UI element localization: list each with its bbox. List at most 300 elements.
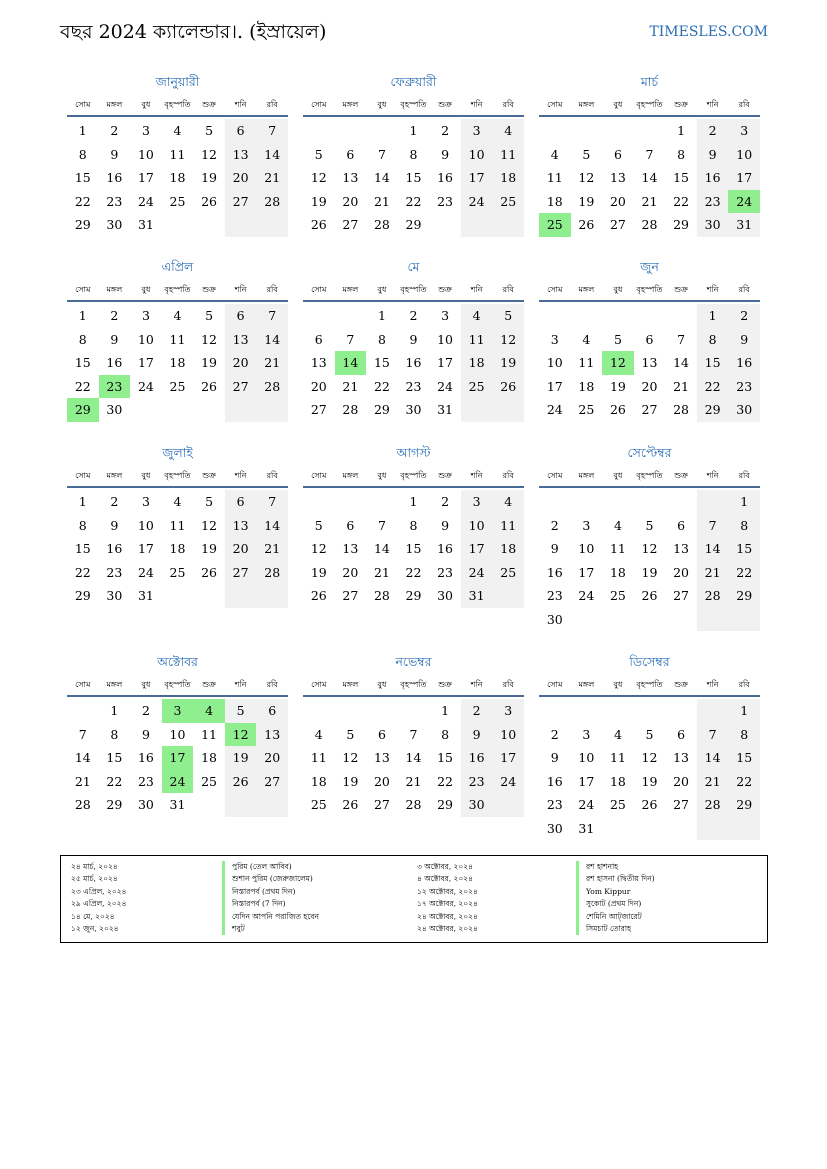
day-cell: 6: [645, 331, 654, 347]
day-cell: 13: [673, 750, 690, 765]
month-title: নভেম্বর: [395, 654, 432, 669]
day-cell: 14: [256, 143, 288, 167]
day-cell: 18: [578, 378, 595, 394]
holiday-name: পুরিম (তেল আবিব): [222, 861, 319, 873]
day-cell: 18: [169, 355, 186, 370]
day-cell: 22: [405, 193, 422, 209]
weekday-header: [303, 282, 524, 302]
weekday-label: শুক্র: [438, 100, 452, 109]
weekday-label: শনি: [706, 100, 719, 109]
weekday-label: শুক্র: [674, 680, 688, 689]
day-cell: 19: [310, 564, 327, 580]
day-cell: 1: [78, 308, 87, 323]
day-cell: 30: [546, 820, 563, 836]
day-cell: 5: [205, 308, 214, 323]
weekday-label: সোম: [311, 471, 327, 480]
day-cell: 1: [409, 494, 418, 509]
empty-cell: [225, 213, 257, 237]
empty-cell: [193, 793, 225, 817]
day-cell: 14: [697, 537, 729, 561]
weekday-label: মঙ্গল: [342, 285, 359, 294]
day-cell: 22: [673, 193, 690, 209]
day-cell: 13: [256, 723, 288, 747]
empty-cell: [225, 398, 257, 422]
days-grid: [539, 119, 760, 237]
day-cell: 13: [225, 328, 257, 352]
day-cell: 10: [578, 541, 595, 556]
empty-cell: [193, 213, 225, 237]
day-cell: 14: [697, 746, 729, 770]
day-cell: 25: [609, 588, 626, 603]
weekday-label: মঙ্গল: [578, 285, 595, 294]
weekday-label: রবি: [502, 100, 514, 109]
holiday-name: রশ হাসনা (দ্বিতীয় দিন): [576, 873, 655, 885]
day-cell: 11: [492, 514, 524, 538]
empty-cell: [539, 304, 571, 328]
day-cell: 12: [578, 170, 595, 185]
day-cell: 15: [697, 351, 729, 375]
day-cell: 25: [310, 797, 327, 812]
empty-cell: [256, 793, 288, 817]
weekday-label: বৃহস্পতি: [400, 680, 427, 689]
day-cell: 4: [461, 304, 493, 328]
day-cell: 9: [409, 331, 418, 347]
empty-cell: [571, 608, 603, 632]
day-cell: 15: [74, 541, 91, 556]
day-cell: 31: [461, 584, 493, 608]
weekday-label: বুধ: [377, 100, 387, 109]
holiday-name: নিস্তারপর্ব (প্রথম দিন): [222, 886, 319, 898]
empty-cell: [634, 119, 666, 143]
day-cell: 9: [441, 517, 450, 533]
day-cell: 28: [697, 584, 729, 608]
day-cell: 11: [310, 750, 327, 765]
weekday-label: বুধ: [377, 471, 387, 480]
day-cell: 1: [409, 123, 418, 138]
day-cell: 4: [492, 119, 524, 143]
month-12: [539, 653, 760, 840]
day-cell: 12: [310, 541, 327, 556]
day-cell: 17: [578, 564, 595, 580]
day-cell: 25: [539, 213, 571, 237]
day-cell: 18: [492, 537, 524, 561]
day-cell: 22: [106, 773, 123, 789]
site-link[interactable]: TIMESLES.COM: [649, 24, 768, 40]
day-cell: 20: [609, 193, 626, 209]
day-cell: 28: [641, 217, 658, 232]
day-cell: 16: [137, 750, 154, 765]
day-cell: 26: [201, 193, 218, 209]
day-cell: 6: [613, 146, 622, 162]
empty-cell: [665, 304, 697, 328]
day-cell: 29: [437, 797, 454, 812]
day-cell: 8: [78, 517, 87, 533]
day-cell: 9: [110, 146, 119, 162]
holiday-dates-right: [417, 861, 478, 935]
day-cell: 8: [78, 146, 87, 162]
holiday-date: ৩ অক্টোবর, ২০২৪: [417, 862, 474, 871]
day-cell: 19: [225, 746, 257, 770]
empty-cell: [461, 213, 493, 237]
day-cell: 1: [728, 490, 760, 514]
day-cell: 30: [728, 398, 760, 422]
empty-cell: [539, 119, 571, 143]
day-cell: 30: [461, 793, 493, 817]
day-cell: 9: [141, 726, 150, 742]
day-cell: 4: [582, 331, 591, 347]
holiday-name: যেদিন আপনি পরাজিত হবেন: [222, 911, 319, 923]
day-cell: 23: [546, 797, 563, 812]
empty-cell: [303, 699, 335, 723]
weekday-label: বুধ: [613, 285, 623, 294]
holiday-name: শুশান পুরিম (জেরুজালেম): [222, 873, 319, 885]
day-cell: 12: [342, 750, 359, 765]
day-cell: 2: [441, 494, 450, 509]
day-cell: 11: [609, 541, 626, 556]
empty-cell: [728, 608, 760, 632]
holiday-names-left: [222, 861, 319, 935]
day-cell: 6: [225, 119, 257, 143]
weekday-label: শুক্র: [202, 285, 216, 294]
day-cell: 27: [225, 190, 257, 214]
day-cell: 12: [201, 146, 218, 162]
day-cell: 5: [645, 726, 654, 742]
day-cell: 11: [546, 170, 563, 185]
month-10: [67, 653, 288, 817]
empty-cell: [256, 213, 288, 237]
day-cell: 12: [492, 328, 524, 352]
day-cell: 22: [728, 770, 760, 794]
days-grid: [303, 490, 524, 608]
empty-cell: [697, 490, 729, 514]
weekday-label: মঙ্গল: [578, 471, 595, 480]
day-cell: 21: [256, 537, 288, 561]
day-cell: 21: [697, 561, 729, 585]
month-title: আগস্ট: [396, 445, 431, 460]
day-cell: 30: [106, 588, 123, 603]
weekday-label: বুধ: [141, 471, 151, 480]
month-8: [303, 444, 524, 608]
day-cell: 25: [169, 564, 186, 580]
day-cell: 7: [346, 331, 355, 347]
day-cell: 23: [437, 564, 454, 580]
day-cell: 21: [405, 773, 422, 789]
empty-cell: [492, 398, 524, 422]
weekday-label: সোম: [75, 680, 91, 689]
day-cell: 8: [110, 726, 119, 742]
day-cell: 10: [169, 726, 186, 742]
weekday-label: শনি: [234, 471, 247, 480]
day-cell: 2: [697, 119, 729, 143]
empty-cell: [335, 490, 367, 514]
day-cell: 29: [405, 588, 422, 603]
days-grid: [67, 304, 288, 422]
day-cell: 24: [728, 190, 760, 214]
day-cell: 29: [74, 217, 91, 232]
day-cell: 28: [256, 190, 288, 214]
day-cell: 25: [492, 561, 524, 585]
day-cell: 4: [173, 123, 182, 138]
day-cell: 22: [373, 378, 390, 394]
weekday-label: রবি: [266, 471, 278, 480]
day-cell: 21: [74, 773, 91, 789]
day-cell: 20: [310, 378, 327, 394]
day-cell: 7: [78, 726, 87, 742]
day-cell: 2: [461, 699, 493, 723]
holiday-date: ২৪ অক্টোবর, ২০২৪: [417, 911, 478, 921]
holiday-name: Yom Kippur: [576, 886, 655, 898]
day-cell: 28: [256, 561, 288, 585]
empty-cell: [665, 490, 697, 514]
day-cell: 23: [728, 375, 760, 399]
day-cell: 4: [193, 699, 225, 723]
empty-cell: [335, 119, 367, 143]
month-title: জানুয়ারী: [155, 74, 200, 89]
weekday-label: মঙ্গল: [106, 471, 123, 480]
weekday-label: বৃহস্পতি: [636, 100, 663, 109]
day-cell: 16: [697, 166, 729, 190]
day-cell: 7: [377, 146, 386, 162]
empty-cell: [225, 584, 257, 608]
day-cell: 18: [310, 773, 327, 789]
day-cell: 9: [110, 517, 119, 533]
day-cell: 24: [137, 378, 154, 394]
day-cell: 19: [342, 773, 359, 789]
day-cell: 27: [609, 217, 626, 232]
day-cell: 10: [728, 143, 760, 167]
empty-cell: [303, 119, 335, 143]
day-cell: 29: [728, 793, 760, 817]
weekday-label: রবি: [502, 471, 514, 480]
holiday-date: ৪ অক্টোবর, ২০২৪: [417, 874, 474, 884]
day-cell: 2: [409, 308, 418, 323]
weekday-label: বৃহস্পতি: [400, 471, 427, 480]
day-cell: 7: [256, 304, 288, 328]
weekday-label: রবি: [738, 680, 750, 689]
day-cell: 8: [697, 328, 729, 352]
empty-cell: [571, 119, 603, 143]
day-cell: 25: [492, 190, 524, 214]
day-cell: 7: [697, 514, 729, 538]
day-cell: 30: [405, 402, 422, 417]
weekday-label: শুক্র: [438, 285, 452, 294]
day-cell: 20: [673, 773, 690, 789]
empty-cell: [193, 584, 225, 608]
day-cell: 31: [137, 217, 154, 232]
day-cell: 27: [342, 588, 359, 603]
weekday-label: বৃহস্পতি: [636, 471, 663, 480]
holiday-date: ২৯ এপ্রিল, ২০২৪: [71, 899, 127, 909]
month-title: অক্টোবর: [157, 654, 198, 669]
weekday-label: শনি: [706, 471, 719, 480]
empty-cell: [602, 490, 634, 514]
weekday-label: শুক্র: [202, 100, 216, 109]
day-cell: 24: [461, 190, 493, 214]
day-cell: 27: [225, 561, 257, 585]
day-cell: 3: [728, 119, 760, 143]
month-11: [303, 653, 524, 817]
day-cell: 27: [256, 770, 288, 794]
day-cell: 1: [441, 703, 450, 718]
empty-cell: [492, 793, 524, 817]
month-6: [539, 258, 760, 422]
day-cell: 30: [137, 797, 154, 812]
day-cell: 1: [697, 304, 729, 328]
weekday-label: শনি: [706, 680, 719, 689]
weekday-label: শুক্র: [674, 100, 688, 109]
day-cell: 23: [461, 770, 493, 794]
day-cell: 5: [225, 699, 257, 723]
empty-cell: [366, 119, 398, 143]
month-4: [67, 258, 288, 422]
weekday-label: সোম: [547, 471, 563, 480]
day-cell: 29: [106, 797, 123, 812]
holiday-dates-left: [71, 861, 126, 935]
day-cell: 5: [314, 517, 323, 533]
day-cell: 5: [205, 494, 214, 509]
day-cell: 11: [201, 726, 218, 742]
day-cell: 14: [74, 750, 91, 765]
day-cell: 11: [492, 143, 524, 167]
weekday-label: বুধ: [613, 100, 623, 109]
day-cell: 21: [256, 166, 288, 190]
day-cell: 15: [74, 170, 91, 185]
day-cell: 16: [728, 351, 760, 375]
month-title: সেপ্টেম্বর: [627, 445, 672, 460]
day-cell: 16: [106, 355, 123, 370]
day-cell: 26: [342, 797, 359, 812]
day-cell: 8: [78, 331, 87, 347]
day-cell: 10: [137, 146, 154, 162]
day-cell: 11: [169, 517, 186, 533]
weekday-label: বুধ: [377, 680, 387, 689]
holiday-name: শেমিনি আট্‌জারেট: [576, 911, 655, 923]
day-cell: 14: [373, 170, 390, 185]
day-cell: 8: [677, 146, 686, 162]
day-cell: 3: [461, 490, 493, 514]
day-cell: 15: [437, 750, 454, 765]
weekday-label: রবি: [738, 471, 750, 480]
day-cell: 7: [697, 723, 729, 747]
day-cell: 18: [169, 541, 186, 556]
day-cell: 14: [256, 514, 288, 538]
empty-cell: [634, 490, 666, 514]
day-cell: 23: [137, 773, 154, 789]
weekday-label: সোম: [311, 680, 327, 689]
weekday-label: বুধ: [377, 285, 387, 294]
day-cell: 6: [314, 331, 323, 347]
day-cell: 24: [578, 588, 595, 603]
empty-cell: [697, 817, 729, 841]
day-cell: 15: [728, 537, 760, 561]
days-grid: [67, 699, 288, 817]
day-cell: 17: [461, 537, 493, 561]
empty-cell: [571, 304, 603, 328]
weekday-label: সোম: [547, 100, 563, 109]
day-cell: 20: [225, 166, 257, 190]
weekday-label: শুক্র: [674, 285, 688, 294]
day-cell: 14: [256, 328, 288, 352]
day-cell: 5: [582, 146, 591, 162]
weekday-header: [67, 677, 288, 697]
day-cell: 28: [373, 588, 390, 603]
day-cell: 1: [677, 123, 686, 138]
day-cell: 12: [201, 517, 218, 533]
day-cell: 31: [578, 820, 595, 836]
holiday-name: সুকোট (প্রথম দিন): [576, 898, 655, 910]
weekday-header: [303, 677, 524, 697]
day-cell: 6: [225, 490, 257, 514]
day-cell: 2: [441, 123, 450, 138]
day-cell: 23: [405, 378, 422, 394]
weekday-header: [303, 97, 524, 117]
day-cell: 16: [546, 773, 563, 789]
day-cell: 26: [310, 217, 327, 232]
day-cell: 16: [437, 541, 454, 556]
weekday-label: শুক্র: [202, 471, 216, 480]
weekday-label: শনি: [470, 285, 483, 294]
day-cell: 29: [673, 217, 690, 232]
day-cell: 10: [437, 331, 454, 347]
month-title: ফেব্রুয়ারী: [390, 74, 437, 89]
day-cell: 11: [169, 146, 186, 162]
month-title: জুন: [640, 259, 659, 274]
day-cell: 2: [110, 123, 119, 138]
weekday-label: মঙ্গল: [342, 680, 359, 689]
month-title: এপ্রিল: [161, 259, 194, 274]
weekday-header: [539, 677, 760, 697]
page-title: বছর 2024 ক্যালেন্ডার।. (ইস্রায়েল): [60, 21, 327, 43]
empty-cell: [665, 608, 697, 632]
day-cell: 1: [78, 494, 87, 509]
day-cell: 1: [728, 699, 760, 723]
empty-cell: [697, 699, 729, 723]
weekday-header: [539, 282, 760, 302]
weekday-label: রবি: [502, 680, 514, 689]
day-cell: 5: [205, 123, 214, 138]
day-cell: 21: [697, 770, 729, 794]
day-cell: 26: [201, 378, 218, 394]
days-grid: [539, 304, 760, 422]
month-7: [67, 444, 288, 608]
day-cell: 19: [609, 378, 626, 394]
day-cell: 16: [106, 170, 123, 185]
day-cell: 18: [609, 773, 626, 789]
weekday-header: [539, 97, 760, 117]
weekday-label: সোম: [75, 285, 91, 294]
weekday-label: মঙ্গল: [342, 471, 359, 480]
day-cell: 23: [106, 564, 123, 580]
weekday-header: [67, 468, 288, 488]
holiday-date: ১২ জুন, ২০২৪: [71, 924, 119, 934]
month-3: [539, 73, 760, 237]
day-cell: 17: [137, 541, 154, 556]
day-cell: 10: [137, 331, 154, 347]
day-cell: 20: [256, 746, 288, 770]
day-cell: 17: [461, 166, 493, 190]
day-cell: 12: [310, 170, 327, 185]
empty-cell: [366, 699, 398, 723]
month-title: মার্চ: [640, 74, 659, 89]
day-cell: 26: [578, 217, 595, 232]
weekday-label: মঙ্গল: [578, 680, 595, 689]
month-1: [67, 73, 288, 237]
day-cell: 4: [492, 490, 524, 514]
day-cell: 17: [578, 773, 595, 789]
day-cell: 26: [609, 402, 626, 417]
empty-cell: [492, 213, 524, 237]
day-cell: 21: [373, 193, 390, 209]
